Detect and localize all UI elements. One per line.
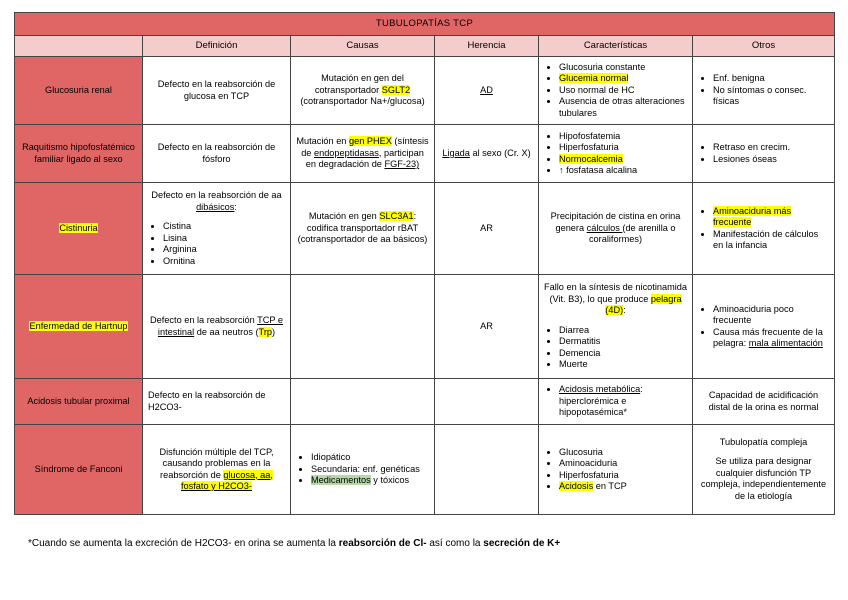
cell-caracteristicas: [539, 379, 693, 425]
list-item: • Glucemia normal: [559, 73, 687, 85]
list-item: • Enf. benigna: [713, 73, 829, 85]
cell-herencia: AR: [435, 183, 539, 275]
cell-causas: Mutación en gen SLC3A1: codifica transportador rBAT (cotransportador de aa básicos): [291, 183, 435, 275]
list-item: • Medicamentos y tóxicos: [311, 475, 429, 487]
table-row: [15, 379, 835, 425]
list-item: • Glucosuria constante: [559, 62, 687, 74]
row-name-raquitismo: Raquitismo hipofosfatémico familiar ligado al sexo: [15, 125, 143, 183]
header-otros: Otros: [693, 36, 835, 57]
list-item: • Acidosis en TCP: [559, 481, 687, 493]
table-row: [15, 57, 835, 125]
cell-causas: [291, 275, 435, 379]
row-name-glucosuria: Glucosuria renal: [15, 57, 143, 125]
cell-definicion: Defecto en la reabsorción de H2CO3-: [143, 379, 291, 425]
list-item: • Hipofosfatemia: [559, 131, 687, 143]
cell-caracteristicas: [539, 425, 693, 515]
list-item: • Muerte: [559, 359, 687, 371]
list-item: • Secundaria: enf. genéticas: [311, 464, 429, 476]
cell-herencia: AR: [435, 275, 539, 379]
cell-causas: Mutación en gen del cotransportador SGLT2 (cotransportador Na+/glucosa): [291, 57, 435, 125]
list-item: • No síntomas o consec. físicas: [713, 85, 829, 108]
list-item: • Cistina: [163, 221, 285, 233]
cell-caracteristicas: [539, 57, 693, 125]
row-name-cistinuria: Cistinuria: [15, 183, 143, 275]
cell-otros: [693, 57, 835, 125]
list-item: • Ausencia de otras alteraciones tubulares: [559, 96, 687, 119]
list-item: • Acidosis metabólica: hiperclorémica e hipopotasémica*: [559, 384, 687, 419]
cell-definicion: Defecto en la reabsorción de aa dibásicos: • Cistina • Lisina • Arginina • Ornitina: [143, 183, 291, 275]
list-item: • Aminoaciduria más frecuente: [713, 206, 829, 229]
cell-causas: [291, 425, 435, 515]
row-name-fanconi: Síndrome de Fanconi: [15, 425, 143, 515]
cell-otros: Tubulopatía compleja Se utiliza para designar cualquier disfunción TP compleja, independientemente de la etiología: [693, 425, 835, 515]
cell-causas: Mutación en gen PHEX (síntesis de endopeptidasas, participan en degradación de FGF-23): [291, 125, 435, 183]
list-item: • Uso normal de HC: [559, 85, 687, 97]
cell-definicion: Defecto en la reabsorción de fósforo: [143, 125, 291, 183]
cell-otros: [693, 183, 835, 275]
list-item: • Arginina: [163, 244, 285, 256]
list-item: • Lesiones óseas: [713, 154, 829, 166]
list-item: • Causa más frecuente de la pelagra: mala alimentación: [713, 327, 829, 350]
list-item: • Glucosuria: [559, 447, 687, 459]
row-name-acidosis: Acidosis tubular proximal: [15, 379, 143, 425]
list-item: • Aminoaciduria poco frecuente: [713, 304, 829, 327]
tubulopatias-table: [14, 12, 835, 515]
list-item: • Retraso en crecim.: [713, 142, 829, 154]
list-item: • Ornitina: [163, 256, 285, 268]
table-row: [15, 183, 835, 275]
table-row: [15, 275, 835, 379]
list-item: • Normocalcemia: [559, 154, 687, 166]
cell-otros: [693, 275, 835, 379]
list-item: • Lisina: [163, 233, 285, 245]
cell-otros: [693, 125, 835, 183]
header-caracteristicas: Características: [539, 36, 693, 57]
cell-caracteristicas: [539, 125, 693, 183]
list-item: • Manifestación de cálculos en la infancia: [713, 229, 829, 252]
cell-herencia: AD: [435, 57, 539, 125]
cell-herencia: Ligada al sexo (Cr. X): [435, 125, 539, 183]
row-name-hartnup: Enfermedad de Hartnup: [15, 275, 143, 379]
footnote: *Cuando se aumenta la excreción de H2CO3- en orina se aumenta la reabsorción de Cl- así como la secreción de K+: [28, 538, 561, 549]
cell-definicion: Defecto en la reabsorción TCP e intestinal de aa neutros (Trp): [143, 275, 291, 379]
header-definicion: Definición: [143, 36, 291, 57]
list-item: • Dermatitis: [559, 336, 687, 348]
cell-otros: Capacidad de acidificación distal de la orina es normal: [693, 379, 835, 425]
list-item: • Idiopático: [311, 452, 429, 464]
list-item: • Hiperfosfaturia: [559, 142, 687, 154]
header-herencia: Herencia: [435, 36, 539, 57]
list-item: • Hiperfosfaturia: [559, 470, 687, 482]
table-row: [15, 125, 835, 183]
cell-caracteristicas: Fallo en la síntesis de nicotinamida (Vit. B3), lo que produce pelagra (4D): • Diarrea • Dermatitis • Demencia • Muerte: [539, 275, 693, 379]
list-item: • ↑ fosfatasa alcalina: [559, 165, 687, 177]
cell-herencia: [435, 379, 539, 425]
list-item: • Aminoaciduria: [559, 458, 687, 470]
cell-definicion: Disfunción múltiple del TCP, causando problemas en la reabsorción de glucosa, aa, fosfato y H2CO3-: [143, 425, 291, 515]
table-title: TUBULOPATÍAS TCP: [15, 13, 835, 36]
cell-definicion: Defecto en la reabsorción de glucosa en TCP: [143, 57, 291, 125]
table-row: [15, 425, 835, 515]
cell-herencia: [435, 425, 539, 515]
list-item: • Diarrea: [559, 325, 687, 337]
list-item: • Demencia: [559, 348, 687, 360]
header-blank: [15, 36, 143, 57]
cell-caracteristicas: Precipitación de cistina en orina genera cálculos (de arenilla o coraliformes): [539, 183, 693, 275]
header-causas: Causas: [291, 36, 435, 57]
cell-causas: [291, 379, 435, 425]
